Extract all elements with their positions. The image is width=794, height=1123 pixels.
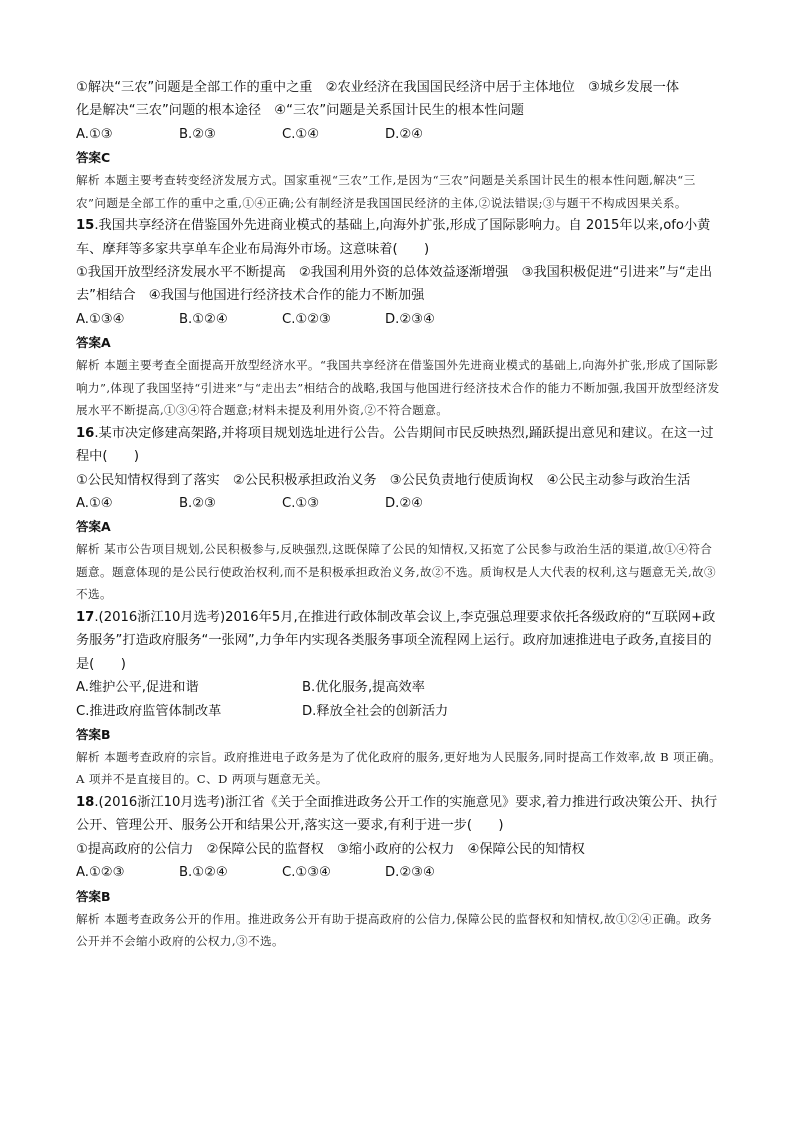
q14-option-c: C.①④: [282, 126, 320, 142]
q14-option-a: A.①③: [76, 126, 113, 142]
q18-options: [76, 861, 722, 884]
q18-stem: [76, 791, 722, 838]
q14-option-b: B.②③: [179, 126, 216, 142]
q16-stem-text: .某市决定修建高架路,并将项目规划选址进行公告。公告期间市民反映热烈,踊跃提出意见和建议。在这一过程中( ): [76, 425, 714, 465]
q18-option-c: C.①③④: [282, 865, 331, 881]
q15-option-d: D.②③④: [385, 311, 435, 327]
q15-option-a: A.①③④: [76, 311, 125, 327]
q16-stem: [76, 422, 722, 469]
q18-option-b: B.①②④: [179, 865, 228, 881]
q16-options: [76, 492, 722, 515]
q15-number: 15: [76, 218, 95, 234]
q18-statements: ①提高政府的公信力 ②保障公民的监督权 ③缩小政府的公权力 ④保障公民的知情权: [76, 841, 585, 857]
q17-option-b: B.优化服务,提高效率: [302, 680, 425, 696]
q15-answer: 答案A: [76, 335, 111, 351]
q17-option-d: D.释放全社会的创新活力: [302, 703, 449, 719]
q17-options-row2: [76, 700, 722, 723]
q16-statements: ①公民知情权得到了落实 ②公民积极承担政治义务 ③公民负责地行使质询权 ④公民主动参与政治生活: [76, 472, 691, 488]
q15-options: [76, 308, 722, 331]
q14-option-d: D.②④: [385, 126, 423, 142]
q16-number: 16: [76, 425, 95, 441]
q16-explanation: 解析 某市公告项目规划,公民积极参与,反映强烈,这既保障了公民的知情权,又拓宽了公民参与政治生活的渠道,故①④符合题意。题意体现的是公民行使政治权利,而不是积极承担政治义务,故②不选。质询权是人大代表的权利,这与题意无关,故③不选。: [76, 542, 717, 602]
q16-option-c: C.①③: [282, 495, 320, 511]
q15-statements: ①我国开放型经济发展水平不断提高 ②我国利用外资的总体效益逐渐增强 ③我国积极促进“引进来”与“走出去”相结合 ④我国与他国进行经济技术合作的能力不断加强: [76, 265, 713, 304]
q15-stem-text: .我国共享经济在借鉴国外先进商业模式的基础上,向海外扩张,形成了国际影响力。自 2015年以来,ofo小黄车、摩拜等多家共享单车企业布局海外市场。这意味着( ): [76, 218, 711, 257]
q18-explanation: 解析 本题考查政务公开的作用。推进政务公开有助于提高政府的公信力,保障公民的监督权和知情权,故①②④正确。政务公开并不会缩小政府的公权力,③不选。: [76, 911, 712, 949]
q17-option-c: C.推进政府监管体制改革: [76, 703, 222, 719]
q14-answer: 答案C: [76, 150, 111, 166]
q16-option-d: D.②④: [385, 495, 423, 511]
q16-option-a: A.①④: [76, 495, 113, 511]
q15-explanation: 解析 本题主要考查全面提高开放型经济水平。“我国共享经济在借鉴国外先进商业模式的基础上,向海外扩张,形成了国际影响力”,体现了我国坚持“引进来”与“走出去”相结合的战略,我国与他国进行经济技术合作的能力不断加强,我国开放型经济发展水平不断提高,①③④符合题意;材料未提及利用外资,②不符合题意。: [76, 358, 720, 418]
q14-options: [76, 123, 722, 146]
q14-statements-line1: ①解决“三农”问题是全部工作的重中之重 ②农业经济在我国国民经济中居于主体地位 ③城乡发展一体: [76, 80, 680, 95]
q15-stem: [76, 214, 722, 261]
q17-option-a: A.维护公平,促进和谐: [76, 680, 199, 696]
q18-option-d: D.②③④: [385, 865, 435, 881]
q16-answer: 答案A: [76, 519, 111, 535]
q17-number: 17: [76, 609, 95, 625]
q18-number: 18: [76, 794, 95, 810]
document-page: [76, 76, 722, 953]
q18-option-a: A.①②③: [76, 865, 125, 881]
q17-explanation: 解析 本题考查政府的宗旨。政府推进电子政务是为了优化政府的服务,更好地为人民服务,同时提高工作效率,故 B 项正确。A 项并不是直接目的。C、D 两项与题意无关。: [76, 749, 722, 787]
q15-option-c: C.①②③: [282, 311, 331, 327]
q18-answer: 答案B: [76, 888, 111, 904]
q18-stem-text: .(2016浙江10月选考)浙江省《关于全面推进政务公开工作的实施意见》要求,着力推进行政决策公开、执行公开、管理公开、服务公开和结果公开,落实这一要求,有利于进一步( ): [76, 794, 718, 834]
q16-option-b: B.②③: [179, 495, 216, 511]
q15-option-b: B.①②④: [179, 311, 228, 327]
q17-stem-text: .(2016浙江10月选考)2016年5月,在推进行政体制改革会议上,李克强总理要求依托各级政府的“互联网+政务服务”打造政府服务“一张网”,力争年内实现各类服务事项全流程网上运行。政府加速推进电子政务,直接目的是( ): [76, 609, 716, 672]
q17-answer: 答案B: [76, 726, 111, 742]
q14-explanation: 解析 本题主要考查转变经济发展方式。国家重视“三农”工作,是因为“三农”问题是关系国计民生的根本性问题,解决“三农”问题是全部工作的重中之重,①④正确;公有制经济是我国国民经济的主体,②说法错误;③与题干不构成因果关系。: [76, 173, 696, 210]
q17-options-row1: [76, 676, 722, 699]
q17-stem: [76, 606, 722, 676]
q14-statements-line2: 化是解决“三农”问题的根本途径 ④“三农”问题是关系国计民生的根本性问题: [76, 103, 524, 119]
